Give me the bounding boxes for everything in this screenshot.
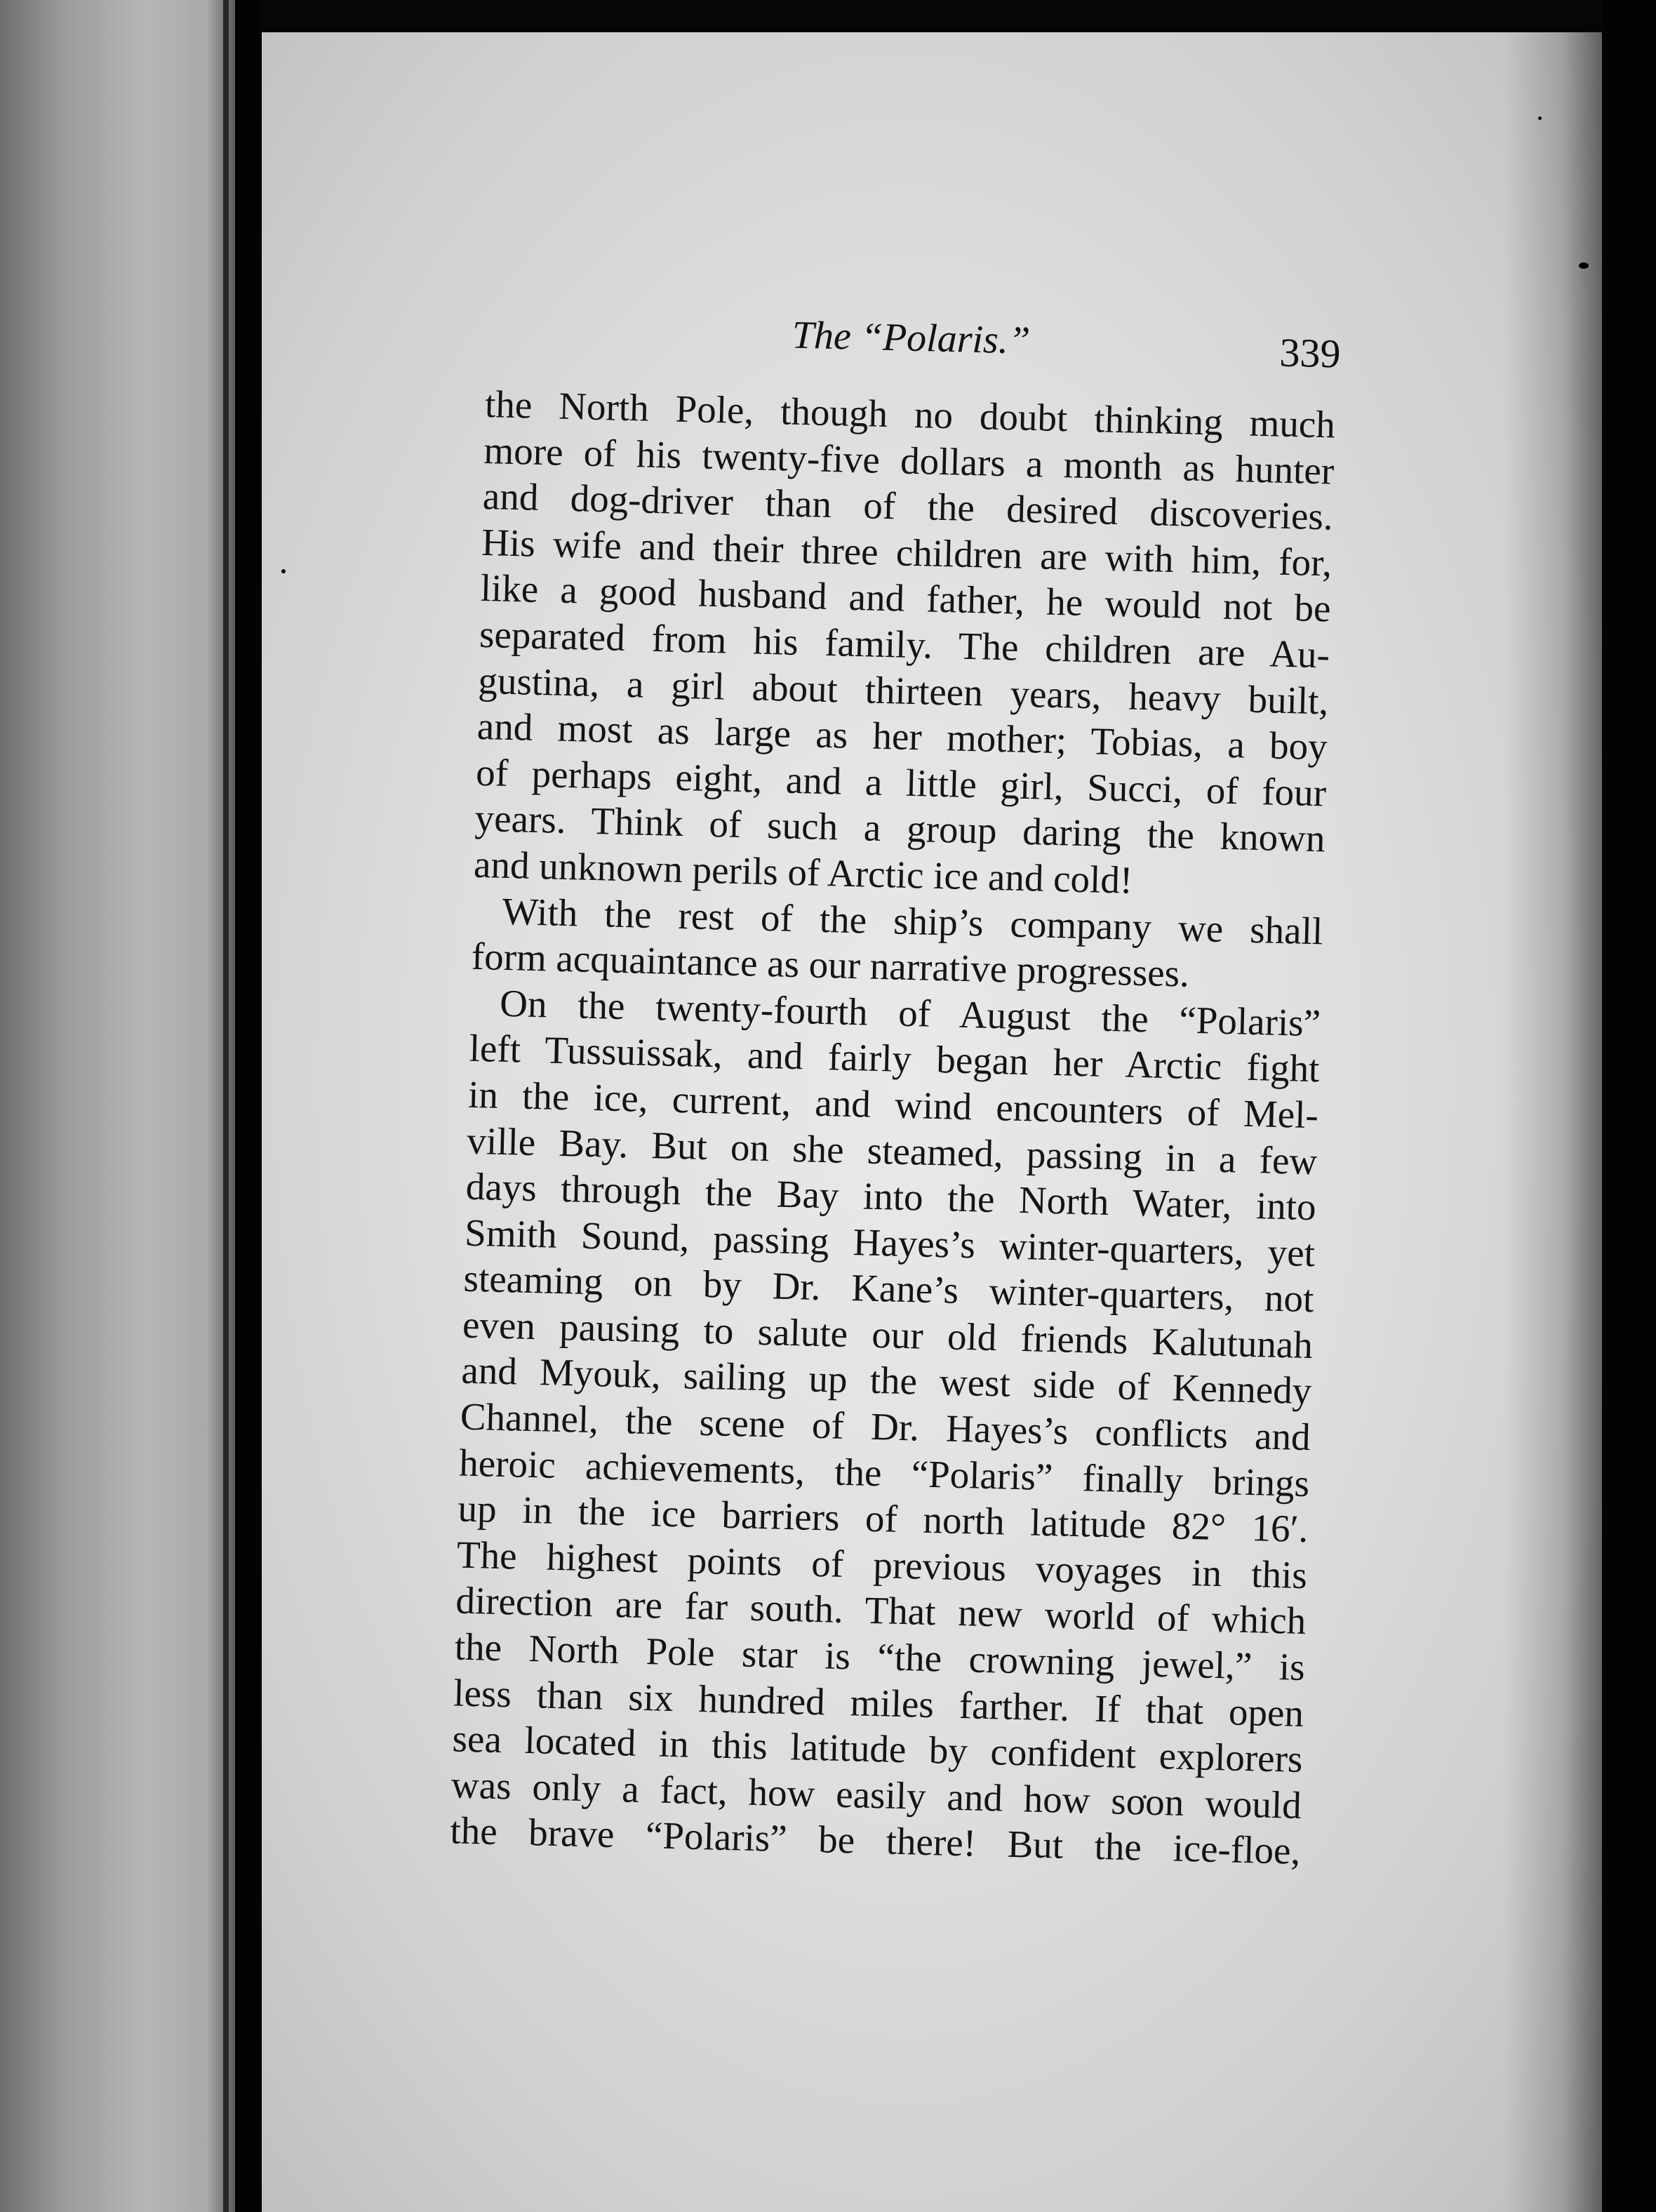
text-line: heroic achievements, the “Polaris” finally brings [458, 1441, 1310, 1505]
text-line: the North Pole star is “the crowning jewel,” is [454, 1625, 1306, 1689]
text-line: was only a fact, how easily and how soon would [450, 1763, 1302, 1827]
text-line: in the ice, current, and wind encounters of Mel- [467, 1072, 1319, 1137]
text-line: Channel, the scene of Dr. Hayes’s conflicts and [460, 1394, 1311, 1459]
text-line: gustina, a girl about thirteen years, heavy built, [477, 658, 1329, 723]
text-line: steaming on by Dr. Kane’s winter-quarters, not [463, 1256, 1315, 1321]
text-line: and unknown perils of Arctic ice and cold! [473, 842, 1133, 902]
text-line: sea located in this latitude by confident explorers [451, 1717, 1304, 1781]
text-line: With the rest of the ship’s company we shall [501, 889, 1323, 952]
scan-border [1602, 0, 1656, 2212]
text-line: of perhaps eight, and a little girl, Succi, of four [475, 750, 1327, 815]
text-line: direction are far south. That new world of which [455, 1578, 1307, 1643]
text-line: less than six hundred miles farther. If that open [453, 1671, 1304, 1735]
ink-speck [1538, 116, 1542, 120]
ink-speck [1579, 262, 1589, 269]
text-line: Smith Sound, passing Hayes’s winter-quarters, yet [464, 1211, 1316, 1274]
text-line: even pausing to salute our old friends Kalutunah [462, 1302, 1314, 1367]
text-line: and most as large as her mother; Tobias, a boy [476, 705, 1328, 768]
text-line: and dog-driver than of the desired discoveries. [482, 474, 1334, 538]
text-line: up in the ice barriers of north latitude 82° 16′. [457, 1486, 1309, 1551]
running-title: The “Polaris.” [792, 313, 1031, 363]
book-gutter [235, 0, 262, 2212]
text-line: ville Bay. But on she steamed, passing in a few [466, 1119, 1318, 1182]
ink-speck [281, 569, 286, 573]
text-line: On the twenty-fourth of August the “Polaris” [499, 981, 1321, 1045]
text-line: the brave “Polaris” be there! But the ice-floe, [449, 1808, 1301, 1873]
text-line: like a good husband and father, he would not be [480, 566, 1332, 630]
facing-page-edge [0, 0, 235, 2212]
text-line: His wife and their three children are with him, for, [481, 520, 1333, 585]
text-line: left Tussuissak, and fairly began her Arctic fight [469, 1027, 1321, 1091]
text-line: more of his twenty-five dollars a month as hunter [483, 428, 1335, 493]
body-text [450, 381, 1336, 1874]
text-line: days through the Bay into the North Water, into [465, 1164, 1317, 1229]
text-line: The highest points of previous voyages in this [456, 1533, 1308, 1597]
text-line: years. Think of such a group daring the known [474, 797, 1326, 860]
page-number: 339 [1278, 329, 1342, 377]
text-line: and Myouk, sailing up the west side of Kennedy [460, 1349, 1312, 1413]
facing-page-shadow [223, 0, 229, 2212]
text-line: the North Pole, though no doubt thinking much [484, 382, 1336, 446]
text-line: separated from his family. The children are Au- [479, 612, 1330, 677]
text-line: form acquaintance as our narrative progresses. [471, 934, 1190, 995]
